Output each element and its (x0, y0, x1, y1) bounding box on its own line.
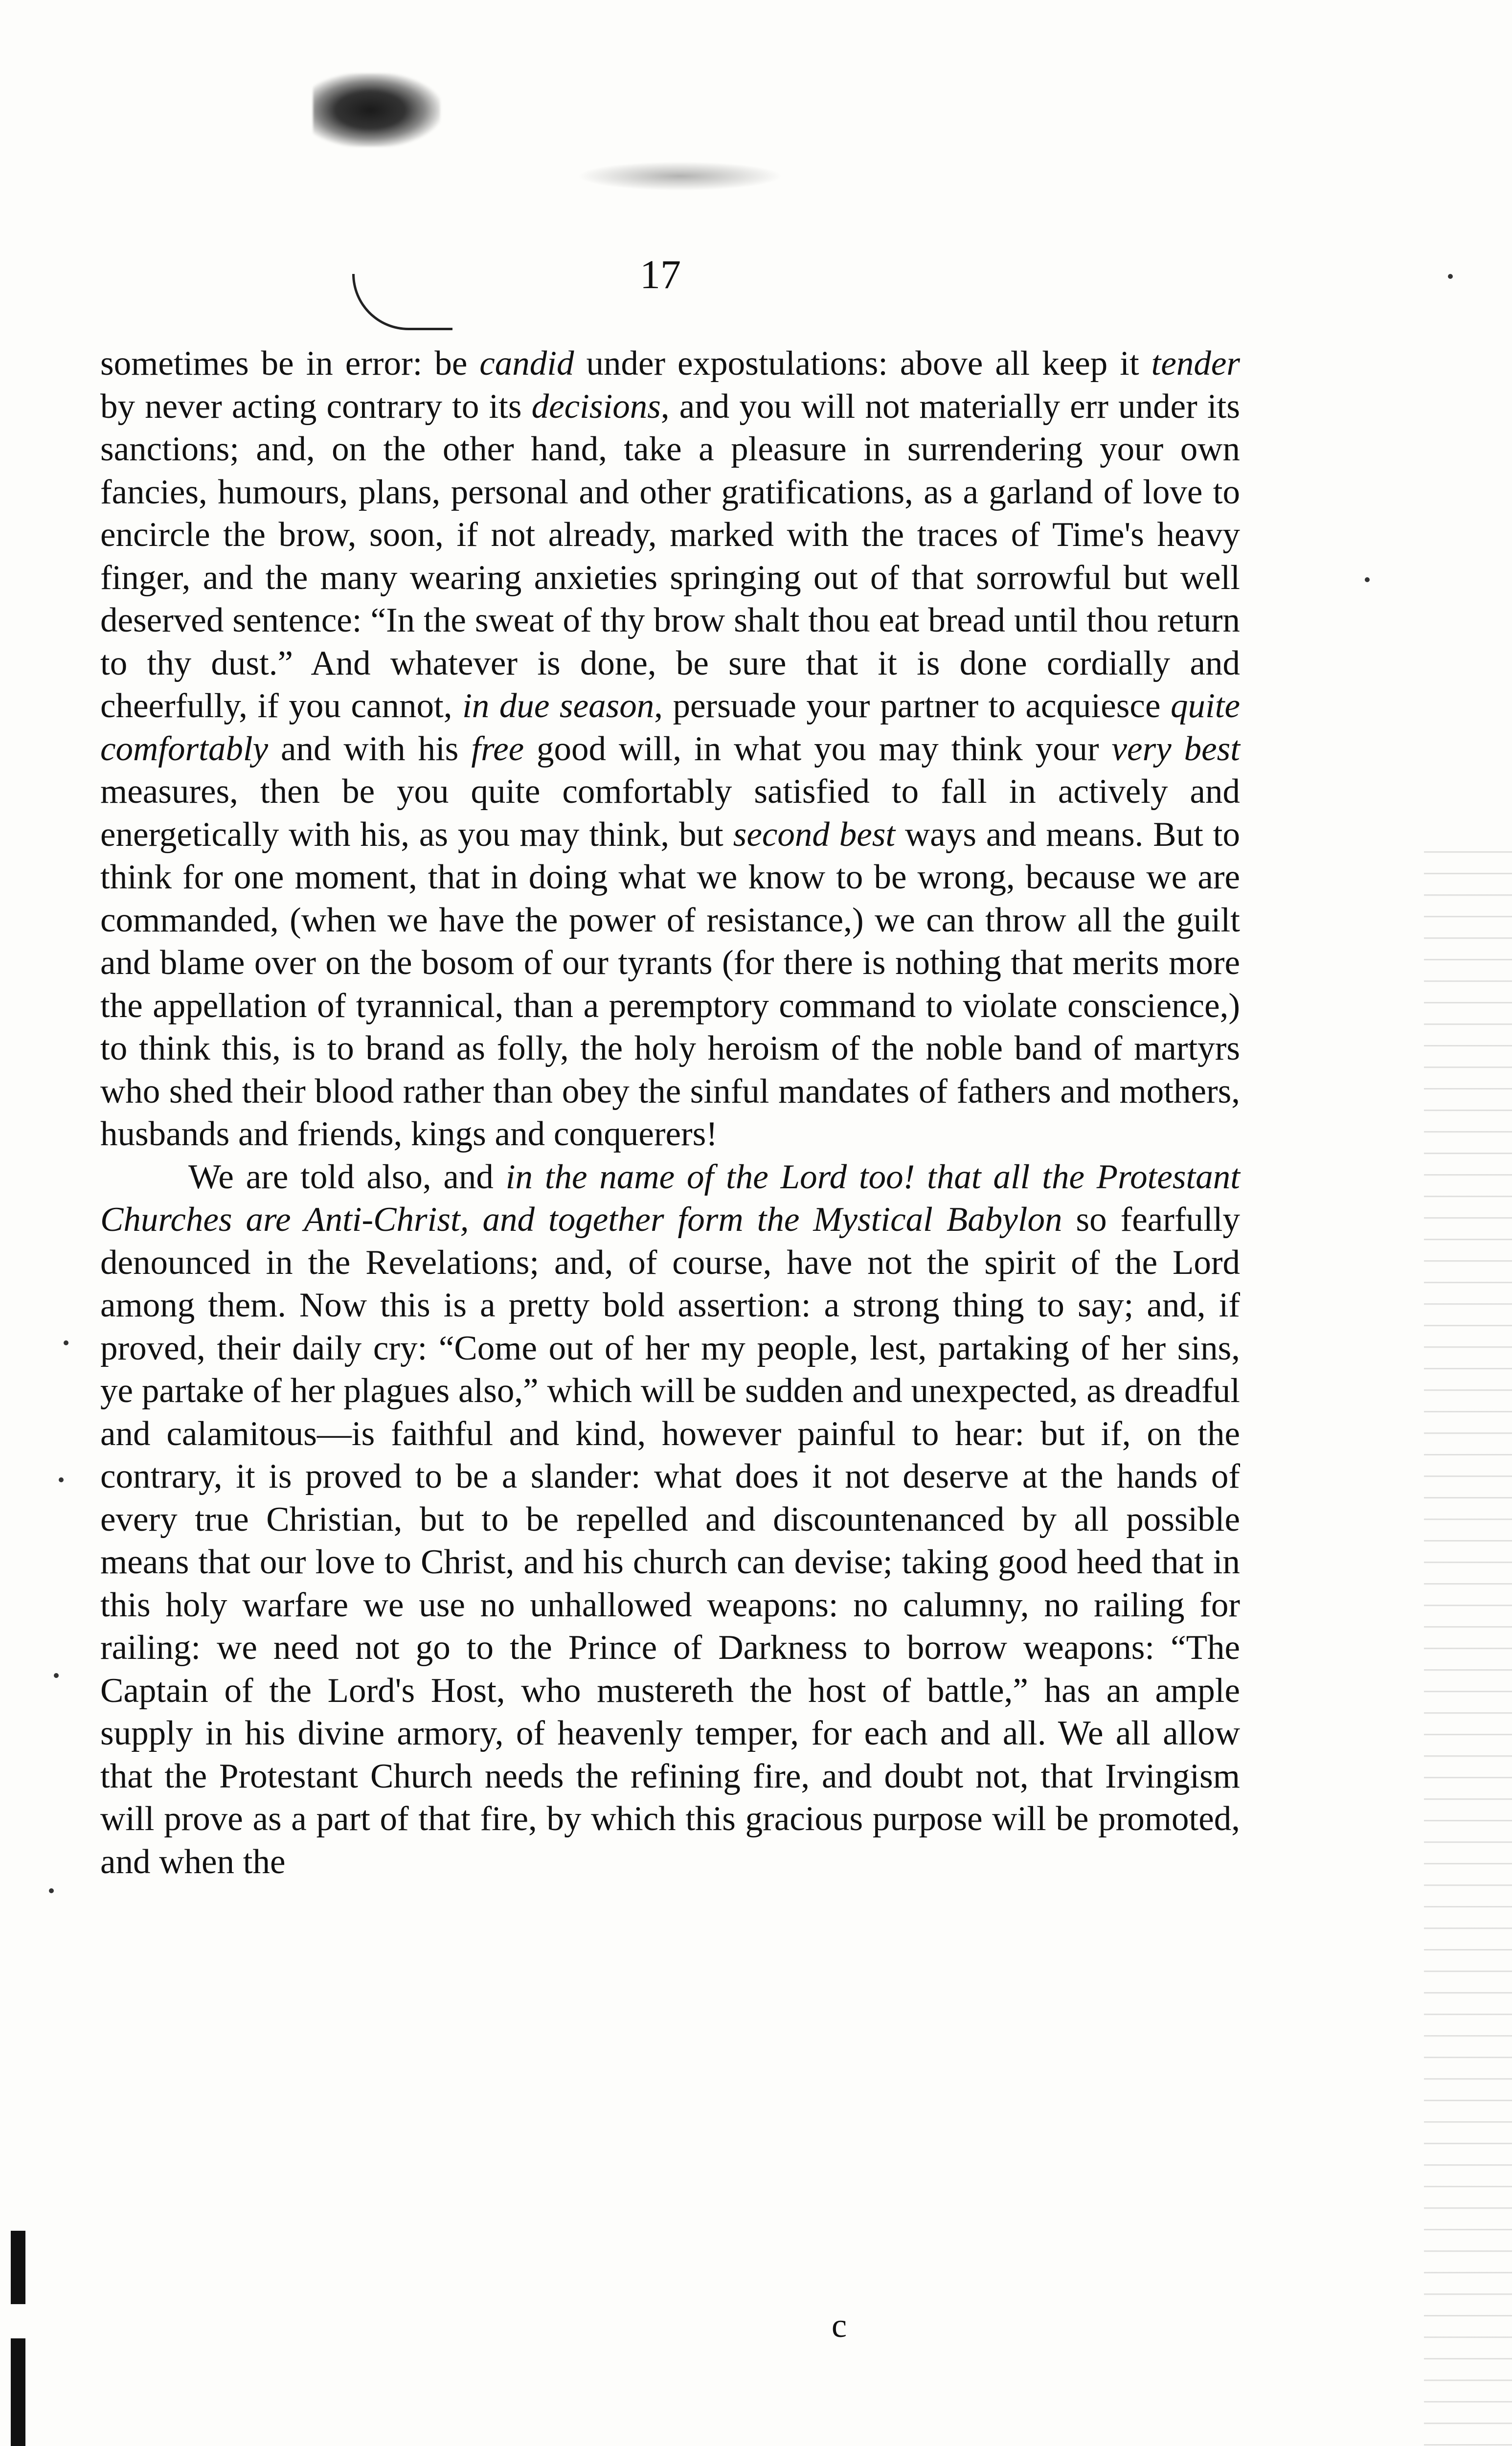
italic-text-run: in due season (462, 687, 654, 725)
text-run: , persuade your partner to acquiesce (654, 687, 1171, 725)
ink-smudge-faint (577, 161, 783, 191)
body-text (100, 342, 1240, 1883)
italic-text-run: free (471, 729, 524, 768)
text-run: ways and means. But to think for one moment, that in doing what we know to be wrong, because we are commanded, (when we have the power of resistance,) we can throw all the guilt and blame over on the bosom of our tyrants (for there is nothing that merits more the appellation of tyrannical, than a peremptory command to violate conscience,) to think this, is to brand as folly, the holy heroism of the noble band of martyrs who shed their blood rather than obey the sinful mandates of fathers and mothers, husbands and friends, kings and conquerers! (100, 815, 1241, 1153)
italic-text-run: decisions (531, 387, 661, 426)
italic-text-run: quite comfortably (100, 687, 1240, 768)
paragraph-1 (100, 342, 1240, 1156)
speckle (64, 1340, 68, 1345)
margin-bar (11, 2338, 25, 2446)
italic-text-run: tender (1151, 344, 1240, 383)
ink-smudge (313, 73, 440, 147)
text-run: , and you will not materially err under its sanctions; and, on the other hand, take a pleasure in surrendering your own fancies, humours, plans, personal and other gratifications, as a garland of love to encircle the brow, soon, if not already, marked with the traces of Time's heavy finger, and the many wearing anxieties springing out of that sorrowful but well deserved sentence: “In the sweat of thy brow shalt thou eat bread until thou return to thy dust.” And whatever is done, be sure that it is done cordially and cheerfully, if you cannot, (100, 387, 1240, 725)
ink-curl-mark (352, 274, 452, 330)
text-run: under expostulations: above all keep it (574, 344, 1151, 383)
speckle (49, 1888, 54, 1893)
page-number: 17 (640, 252, 681, 297)
page-edge-noise (1424, 832, 1512, 2446)
text-run: good will, in what you may think your (524, 729, 1112, 768)
text-run: sometimes be in error: be (100, 344, 480, 383)
text-run: so fearfully denounced in the Revelations; and, of course, have not the spirit of the Lord among them. Now this is a pretty bold assertion: a strong thing to say; and, if proved, their daily cry: “Come out of her my people, lest, partaking of her sins, ye partake of her plagues also,” which will be sudden and unexpected, as dreadful and calamitous—is faithful and kind, however painful to hear: but if, on the contrary, it is proved to be a slander: what does it not deserve at the hands of every true Christian, but to be repelled and discountenanced by all possible means that our love to Christ, and his church can devise; taking good heed that in this holy warfare we use no unhallowed weapons: no calumny, no railing for railing: we need not go to the Prince of Darkness to borrow weapons: “The Captain of the Lord's Host, who mustereth the host of battle,” has an ample supply in his divine armory, of heavenly temper, for each and all. We all allow that the Protestant Church needs the refining fire, and doubt not, that Irvingism will prove as a part of that fire, by which this gracious purpose will be promoted, and when the (100, 1200, 1240, 1881)
speckle (59, 1477, 64, 1482)
text-run: and with his (268, 729, 472, 768)
speckle (1365, 577, 1370, 582)
italic-text-run: second best (733, 815, 896, 854)
speckle (1448, 274, 1453, 279)
text-run: by never acting contrary to its (100, 387, 532, 426)
speckle (54, 1673, 59, 1678)
italic-text-run: candid (479, 344, 574, 383)
italic-text-run: in the name of the Lord too! that all the Protestant Churches are Anti-Christ, and together form the Mystical Babylon (100, 1157, 1240, 1239)
italic-text-run: very best (1111, 729, 1240, 768)
text-run: measures, then be you quite comfortably satisfied to fall in actively and energetically with his, as you may think, but (100, 772, 1240, 854)
text-run: We are told also, and (188, 1157, 506, 1196)
paragraph-2 (100, 1156, 1240, 1884)
signature-mark: c (832, 2307, 847, 2345)
margin-bar (11, 2231, 25, 2304)
